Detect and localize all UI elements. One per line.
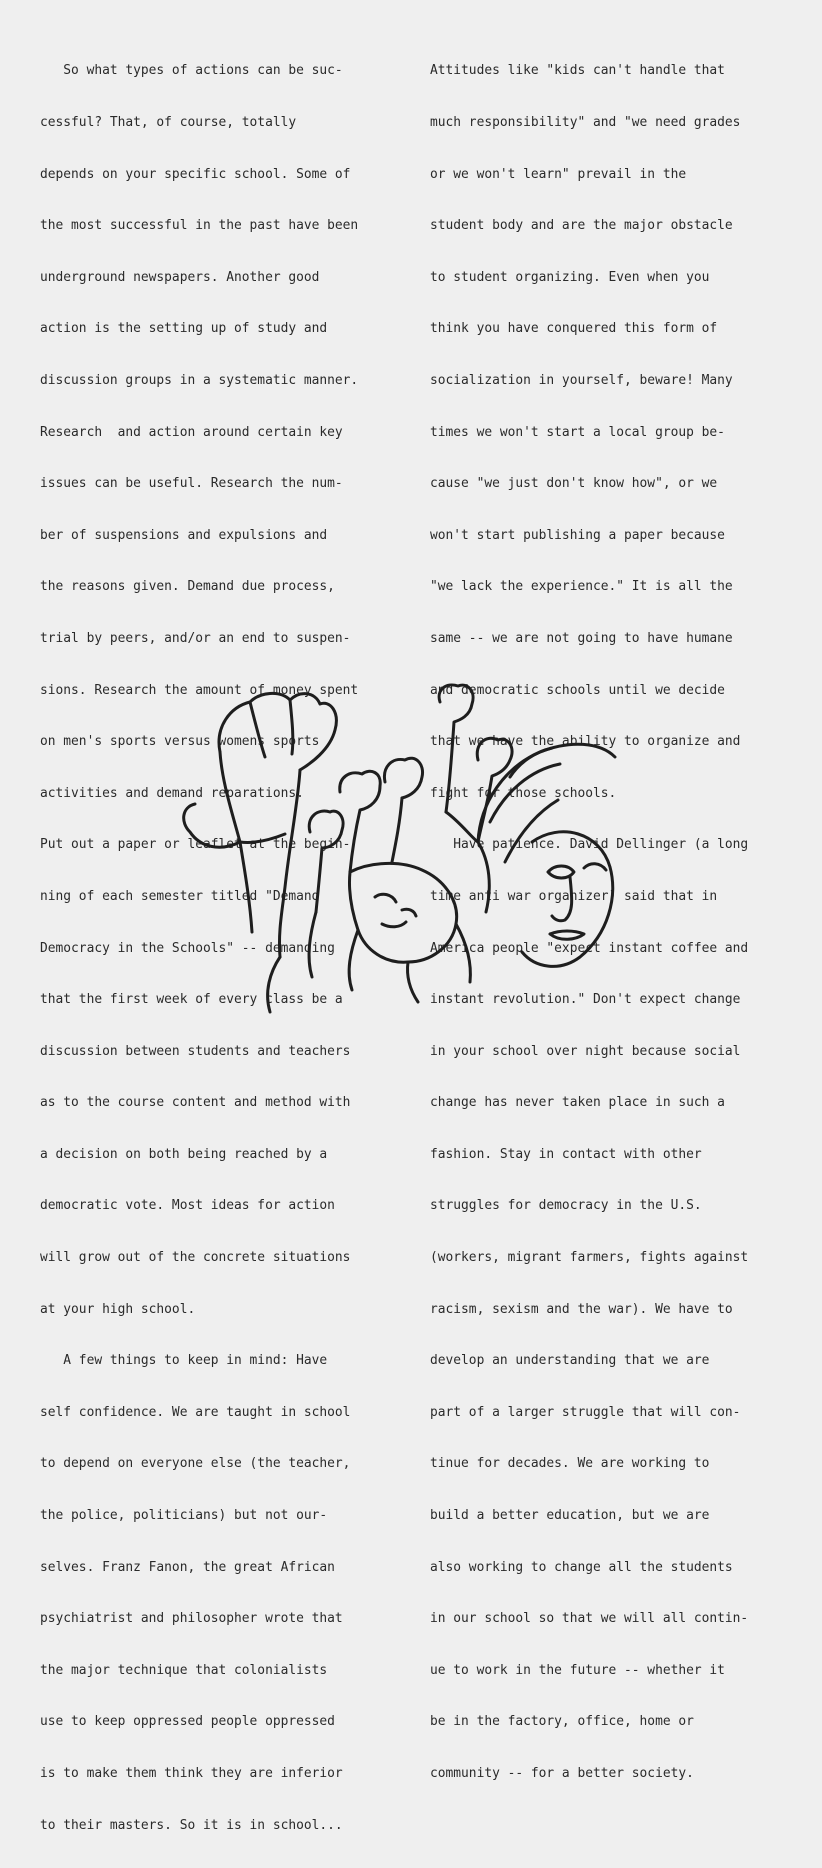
text-line: Democracy in the Schools" -- demanding xyxy=(40,940,335,956)
text-line: build a better education, but we are xyxy=(430,1508,710,1524)
text-line: a decision on both being reached by a xyxy=(40,1146,328,1162)
text-line: Attitudes like "kids can't handle that xyxy=(430,63,725,79)
text-line: (workers, migrant farmers, fights against xyxy=(430,1250,749,1266)
text-line: ning of each semester titled "Demand xyxy=(40,888,320,904)
text-line: So what types of actions can be suc- xyxy=(40,63,343,79)
text-line: won't start publishing a paper because xyxy=(430,527,725,543)
text-line: develop an understanding that we are xyxy=(430,1353,710,1369)
text-line: fashion. Stay in contact with other xyxy=(430,1146,702,1162)
raised-fists-drawing xyxy=(160,672,630,1032)
text-line: times we won't start a local group be- xyxy=(430,424,725,440)
text-line: issues can be useful. Research the num- xyxy=(40,476,343,492)
text-line: underground newspapers. Another good xyxy=(40,269,320,285)
text-line: activities and demand reparations. xyxy=(40,785,304,801)
text-line: student body and are the major obstacle xyxy=(430,218,733,234)
text-line: psychiatrist and philosopher wrote that xyxy=(40,1611,343,1627)
text-line: to depend on everyone else (the teacher, xyxy=(40,1456,351,1472)
text-line: be in the factory, office, home or xyxy=(430,1714,694,1730)
text-line: or we won't learn" prevail in the xyxy=(430,166,687,182)
text-line: sions. Research the amount of money spent xyxy=(40,682,359,698)
text-line: Put out a paper or leaflet at the begin- xyxy=(40,837,351,853)
text-line: action is the setting up of study and xyxy=(40,321,328,337)
text-line: discussion between students and teachers xyxy=(40,1043,351,1059)
text-line: time anti war organizer) said that in xyxy=(430,888,718,904)
text-line: change has never taken place in such a xyxy=(430,1095,725,1111)
text-line: use to keep oppressed people oppressed xyxy=(40,1714,335,1730)
text-line: ue to work in the future -- whether it xyxy=(430,1662,725,1678)
text-line: America people "expect instant coffee and xyxy=(430,940,749,956)
text-line: to their masters. So it is in school... xyxy=(40,1817,343,1833)
text-line: the reasons given. Demand due process, xyxy=(40,579,335,595)
text-line: self confidence. We are taught in school xyxy=(40,1404,351,1420)
text-line: instant revolution." Don't expect change xyxy=(430,992,741,1008)
text-line: tinue for decades. We are working to xyxy=(430,1456,710,1472)
text-line: on men's sports versus womens sports xyxy=(40,734,320,750)
text-line: part of a larger struggle that will con- xyxy=(430,1404,741,1420)
text-line: at your high school. xyxy=(40,1301,196,1317)
text-line: selves. Franz Fanon, the great African xyxy=(40,1559,335,1575)
text-line: cause "we just don't know how", or we xyxy=(430,476,718,492)
text-line: same -- we are not going to have humane xyxy=(430,630,733,646)
text-line: also working to change all the students xyxy=(430,1559,733,1575)
text-line: the police, politicians) but not our- xyxy=(40,1508,328,1524)
text-line: struggles for democracy in the U.S. xyxy=(430,1198,702,1214)
text-line: Have patience. David Dellinger (a long xyxy=(430,837,749,853)
text-line: that we have the ability to organize and xyxy=(430,734,741,750)
text-line: "we lack the experience." It is all the xyxy=(430,579,733,595)
text-line: ber of suspensions and expulsions and xyxy=(40,527,328,543)
text-line: fight for those schools. xyxy=(430,785,617,801)
text-line: A few things to keep in mind: Have xyxy=(40,1353,328,1369)
text-line: think you have conquered this form of xyxy=(430,321,718,337)
text-line: trial by peers, and/or an end to suspen- xyxy=(40,630,351,646)
text-line: much responsibility" and "we need grades xyxy=(430,115,741,130)
text-line: as to the course content and method with xyxy=(40,1095,351,1111)
text-line: that the first week of every class be a xyxy=(40,992,343,1008)
text-line: Research and action around certain key xyxy=(40,424,343,440)
text-line: democratic vote. Most ideas for action xyxy=(40,1198,335,1214)
text-line: cessful? That, of course, totally xyxy=(40,115,297,130)
text-line: depends on your specific school. Some of xyxy=(40,166,351,182)
text-line: the major technique that colonialists xyxy=(40,1662,328,1678)
text-line: community -- for a better society. xyxy=(430,1766,694,1781)
text-line: socialization in yourself, beware! Many xyxy=(430,372,733,388)
text-line: in your school over night because social xyxy=(430,1043,741,1059)
raised-fists-crowd-illustration xyxy=(160,672,630,1032)
text-line: discussion groups in a systematic manner. xyxy=(40,372,359,388)
text-line: will grow out of the concrete situations xyxy=(40,1250,351,1266)
text-line: racism, sexism and the war). We have to xyxy=(430,1301,733,1317)
text-line: and democratic schools until we decide xyxy=(430,682,725,698)
text-line: the most successful in the past have been xyxy=(40,218,359,234)
text-line: in our school so that we will all contin- xyxy=(430,1611,749,1627)
text-line: is to make them think they are inferior xyxy=(40,1766,343,1781)
text-line: to student organizing. Even when you xyxy=(430,269,710,285)
